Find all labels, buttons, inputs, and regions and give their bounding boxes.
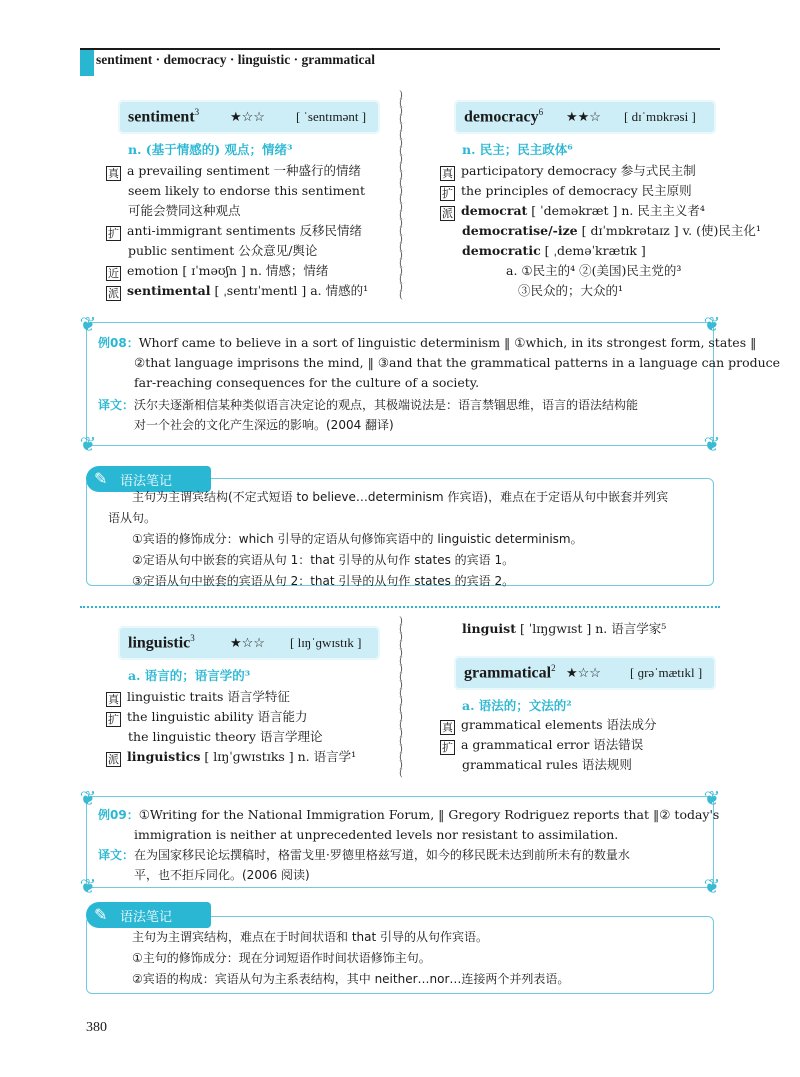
entry-line: democratic [ ˌdeməˈkrætɪk ] (462, 243, 646, 258)
sense-sentiment: n. (基于情感的) 观点；情绪³ (128, 142, 293, 157)
entry-line: 近 emotion [ ɪˈməʊʃn ] n. 情感；情绪 (108, 263, 329, 280)
label-tag-icon: 真 (442, 167, 453, 180)
entry-line: 真 linguistic traits 语言学特征 (108, 689, 290, 706)
label-tag-icon: 派 (108, 287, 119, 300)
phonetic: [ lɪŋˈɡwɪstɪk ] (290, 635, 362, 650)
grammar-note-line: 主句为主谓宾结构，难点在于时间状语和 that 引导的从句作宾语。 (132, 930, 489, 944)
star-rating: ★☆☆ (230, 109, 265, 124)
label-tag-icon: 扩 (442, 741, 453, 754)
label-tag-icon: 真 (108, 693, 119, 706)
entry-line: public sentiment 公众意见/舆论 (128, 243, 318, 258)
derived-linguist: linguist [ ˈlɪŋɡwɪst ] n. 语言学家⁵ (462, 621, 667, 636)
corner-ornament-icon: ❦ (703, 786, 721, 810)
sense-linguistic: a. 语言的；语言学的³ (128, 668, 251, 683)
entry-line: 真 participatory democracy 参与式民主制 (442, 163, 696, 180)
section-separator (80, 606, 720, 608)
corner-ornament-icon: ❦ (703, 312, 721, 336)
headword-sentiment: sentiment$^3$ (128, 107, 200, 126)
grammar-note-line: ②定语从句中嵌套的宾语从句 1：that 引导的从句作 states 的宾语 1。 (132, 553, 515, 567)
label-tag-icon: 真 (442, 721, 453, 734)
label-tag-icon: 真 (108, 167, 119, 180)
example-09-line-1: 例09：①Writing for the National Immigration Forum, ‖ Gregory Rodriguez reports that ‖② today's (98, 807, 720, 822)
entry-line: 扩 the principles of democracy 民主原则 (442, 183, 692, 200)
headword-democracy: democracy$^6$ (464, 107, 544, 126)
pen-icon: ✎ (94, 469, 108, 488)
entry-line: 可能会赞同这种观点 (128, 203, 241, 218)
corner-ornament-icon: ❦ (79, 874, 97, 898)
corner-ornament-icon: ❦ (79, 432, 97, 456)
example-09-line-2: immigration is neither at unprecedented levels nor resistant to assimilation. (134, 827, 619, 842)
label-tag-icon: 派 (108, 753, 119, 766)
header-accent (80, 48, 94, 76)
example-08-line-2: ②that language imprisons the mind, ‖ ③and that the grammatical patterns in a language can produce (134, 355, 781, 370)
entry-line: 真 grammatical elements 语法成分 (442, 717, 657, 734)
corner-ornament-icon: ❦ (703, 874, 721, 898)
grammar-note-line: 语从句。 (108, 511, 157, 525)
headword-linguistic: linguistic$^3$ (128, 633, 195, 652)
grammar-note-title: 语法笔记 (120, 909, 173, 925)
label-tag-icon: 近 (108, 267, 119, 280)
headword-box-linguistic (118, 626, 380, 660)
entry-line: the linguistic theory 语言学理论 (128, 729, 323, 744)
headword-grammatical: grammatical$^2$ (464, 663, 556, 682)
corner-ornament-icon: ❦ (703, 432, 721, 456)
corner-ornament-icon: ❦ (79, 786, 97, 810)
label-tag-icon: 扩 (108, 713, 119, 726)
entry-line: 派 sentimental [ ˌsentɪˈmentl ] a. 情感的¹ (108, 283, 369, 300)
entry-line: democratise/-ize [ dɪˈmɒkrətaɪz ] v. (使)民主化¹ (462, 223, 761, 238)
star-rating: ★☆☆ (230, 635, 265, 650)
entry-line: 扩 anti-immigrant sentiments 反移民情绪 (108, 223, 363, 240)
page-header: sentiment · democracy · linguistic · grammatical (96, 52, 375, 67)
grammar-note-line: ③定语从句中嵌套的宾语从句 2：that 引导的从句作 states 的宾语 2。 (132, 574, 515, 588)
column-divider: ) ( ) ( ) ( ) ( ) ( ) ( ) ( ) ( ) ( ) ( ) ( ) ( ) ( (399, 90, 403, 301)
label-tag-icon: 扩 (442, 187, 453, 200)
label-tag-icon: 扩 (108, 227, 119, 240)
entry-line: 真 a prevailing sentiment 一种盛行的情绪 (108, 163, 362, 180)
entry-line: 派 democrat [ ˈdeməkræt ] n. 民主主义者⁴ (442, 203, 705, 220)
translation-09-line-2: 平，也不拒斥同化。(2006 阅读) (134, 868, 310, 882)
headword-box-sentiment (118, 100, 380, 134)
entry-line: 派 linguistics [ lɪŋˈɡwɪstɪks ] n. 语言学¹ (108, 749, 357, 766)
corner-ornament-icon: ❦ (79, 312, 97, 336)
headword-box-democracy (454, 100, 716, 134)
sense-grammatical: a. 语法的；文法的² (462, 698, 572, 713)
grammar-note-line: 主句为主谓宾结构(不定式短语 to believe…determinism 作宾语)，难点在于定语从句中嵌套并列宾 (132, 490, 669, 504)
entry-line: 扩 a grammatical error 语法错误 (442, 737, 644, 754)
entry-line: grammatical rules 语法规则 (462, 757, 632, 772)
grammar-note-line: ①宾语的修饰成分：which 引导的定语从句修饰宾语中的 linguistic determinism。 (132, 532, 583, 546)
entry-line: a. ①民主的⁴ ②(美国)民主党的³ (506, 263, 682, 278)
phonetic: [ ɡrəˈmætɪkl ] (630, 665, 703, 680)
entry-line: ③民众的；大众的¹ (518, 283, 624, 298)
sense-democracy: n. 民主；民主政体⁶ (462, 142, 573, 157)
translation-08-line-1: 译文：沃尔夫逐渐相信某种类似语言决定论的观点，其极端说法是：语言禁锢思维，语言的语法结构能 (98, 398, 639, 412)
example-08-line-3: far-reaching consequences for the culture of a society. (134, 375, 480, 390)
star-rating: ★☆☆ (566, 665, 601, 680)
phonetic: [ dɪˈmɒkrəsi ] (624, 109, 696, 124)
grammar-note-title: 语法笔记 (120, 473, 173, 489)
pen-icon: ✎ (94, 905, 108, 924)
example-08-line-1: 例08：Whorf came to believe in a sort of linguistic determinism ‖ ①which, in its strongest form, states ‖ (98, 335, 757, 350)
page-number: 380 (86, 1020, 107, 1035)
headword-box-grammatical (454, 656, 716, 690)
grammar-note-badge-2 (86, 902, 211, 928)
entry-line: seem likely to endorse this sentiment (128, 183, 365, 198)
label-tag-icon: 派 (442, 207, 453, 220)
header-rule (80, 48, 720, 50)
grammar-note-line: ①主句的修饰成分：现在分词短语作时间状语修饰主句。 (132, 951, 431, 965)
phonetic: [ ˈsentɪmənt ] (296, 109, 367, 124)
column-divider: ) ( ) ( ) ( ) ( ) ( ) ( ) ( ) ( ) ( ) ( (399, 616, 403, 779)
translation-08-line-2: 对一个社会的文化产生深远的影响。(2004 翻译) (134, 418, 394, 432)
entry-line: 扩 the linguistic ability 语言能力 (108, 709, 308, 726)
grammar-note-line: ②宾语的构成：宾语从句为主系表结构，其中 neither…nor…连接两个并列表语。 (132, 972, 570, 986)
translation-09-line-1: 译文：在为国家移民论坛撰稿时，格雷戈里·罗德里格兹写道，如今的移民既未达到前所未有的数量水 (98, 848, 630, 862)
star-rating: ★★☆ (566, 109, 601, 124)
